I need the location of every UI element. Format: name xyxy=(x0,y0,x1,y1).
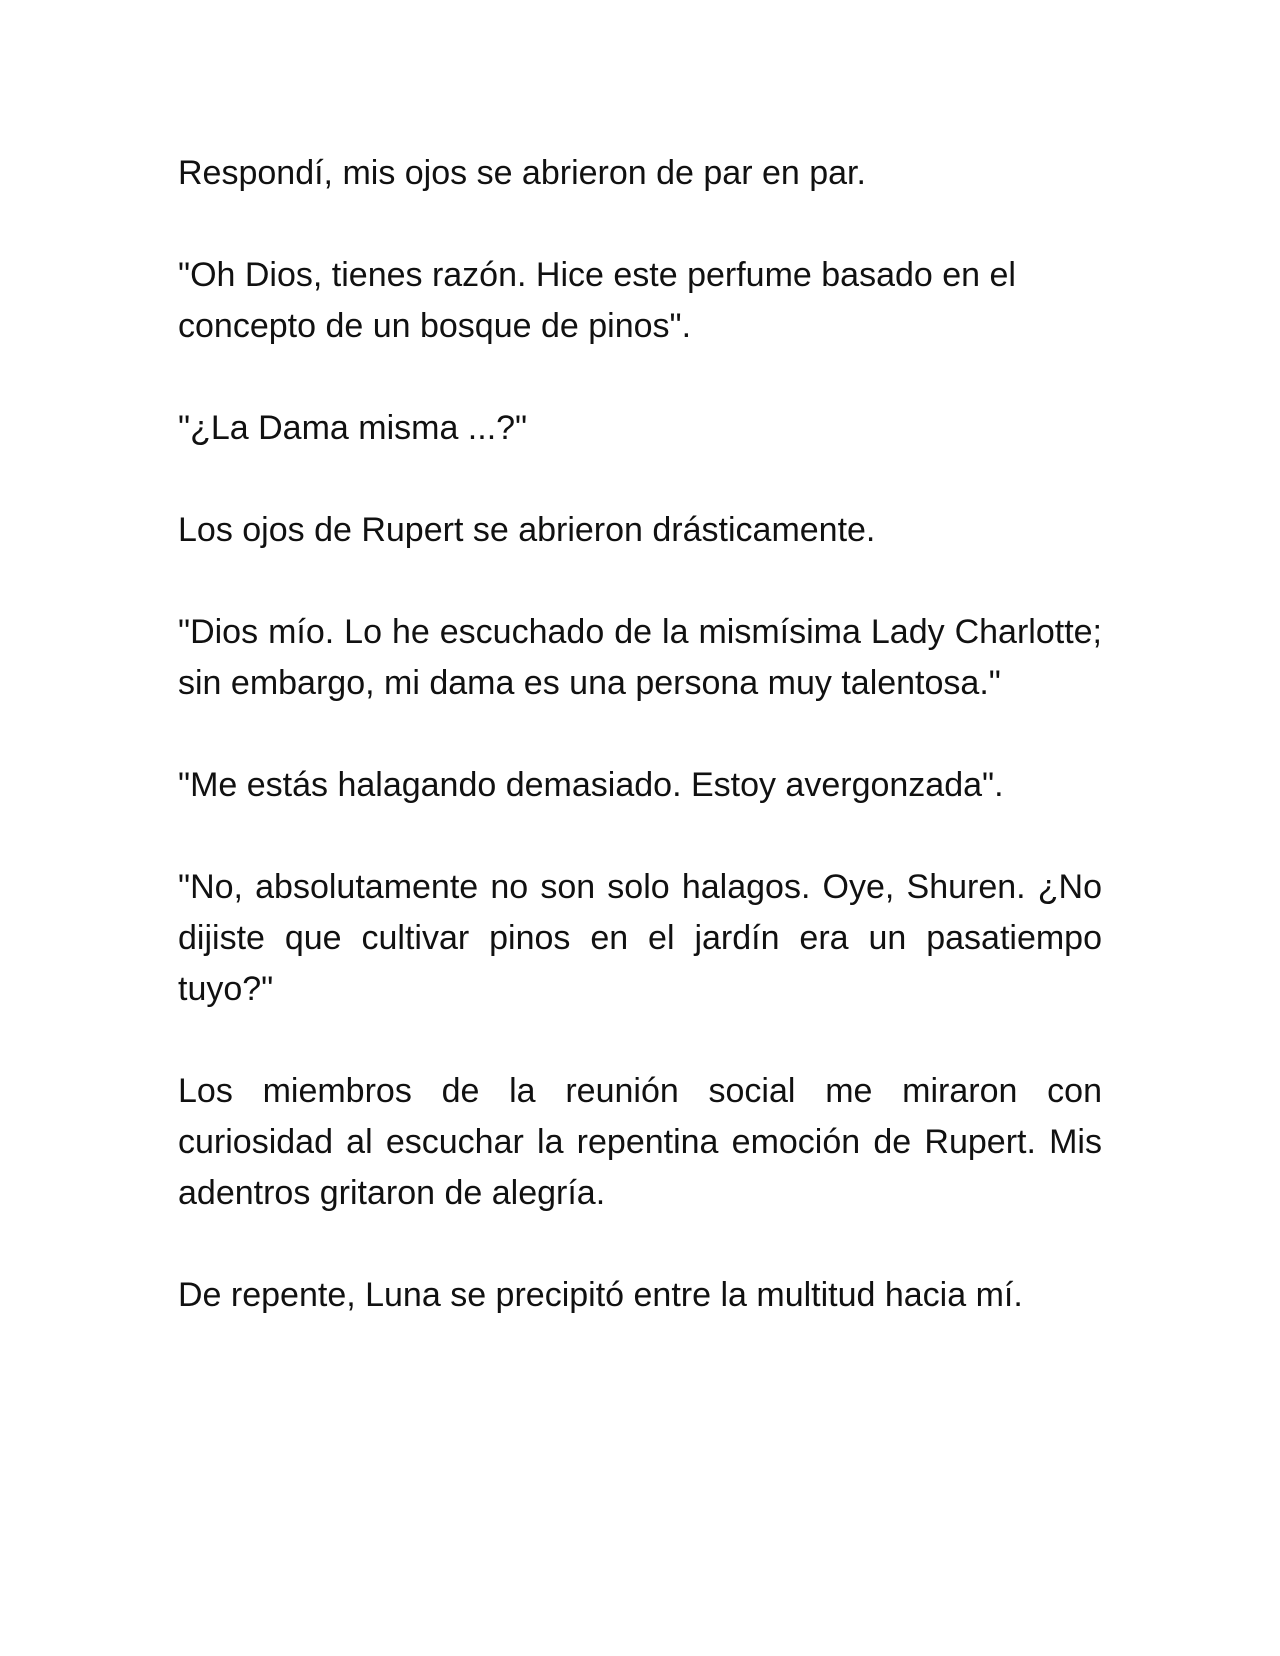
paragraph-5: "Dios mío. Lo he escuchado de la mismísima Lady Charlotte; sin embargo, mi dama es una persona muy talentosa." xyxy=(178,613,1102,702)
paragraph-4: Los ojos de Rupert se abrieron drásticamente. xyxy=(178,511,876,549)
paragraph-1: Respondí, mis ojos se abrieron de par en par. xyxy=(178,154,866,192)
paragraph-9: De repente, Luna se precipitó entre la multitud hacia mí. xyxy=(178,1276,1023,1314)
paragraph-8: Los miembros de la reunión social me miraron con curiosidad al escuchar la repentina emoción de Rupert. Mis adentros gritaron de alegría. xyxy=(178,1072,1102,1212)
paragraph-3: "¿La Dama misma ...?" xyxy=(178,409,528,447)
document-body xyxy=(178,148,1102,1372)
paragraph-7: "No, absolutamente no son solo halagos. Oye, Shuren. ¿No dijiste que cultivar pinos en el jardín era un pasatiempo tuyo?" xyxy=(178,868,1102,1008)
paragraph-2: "Oh Dios, tienes razón. Hice este perfume basado en el concepto de un bosque de pinos". xyxy=(178,256,1016,345)
paragraph-6: "Me estás halagando demasiado. Estoy avergonzada". xyxy=(178,766,1004,804)
